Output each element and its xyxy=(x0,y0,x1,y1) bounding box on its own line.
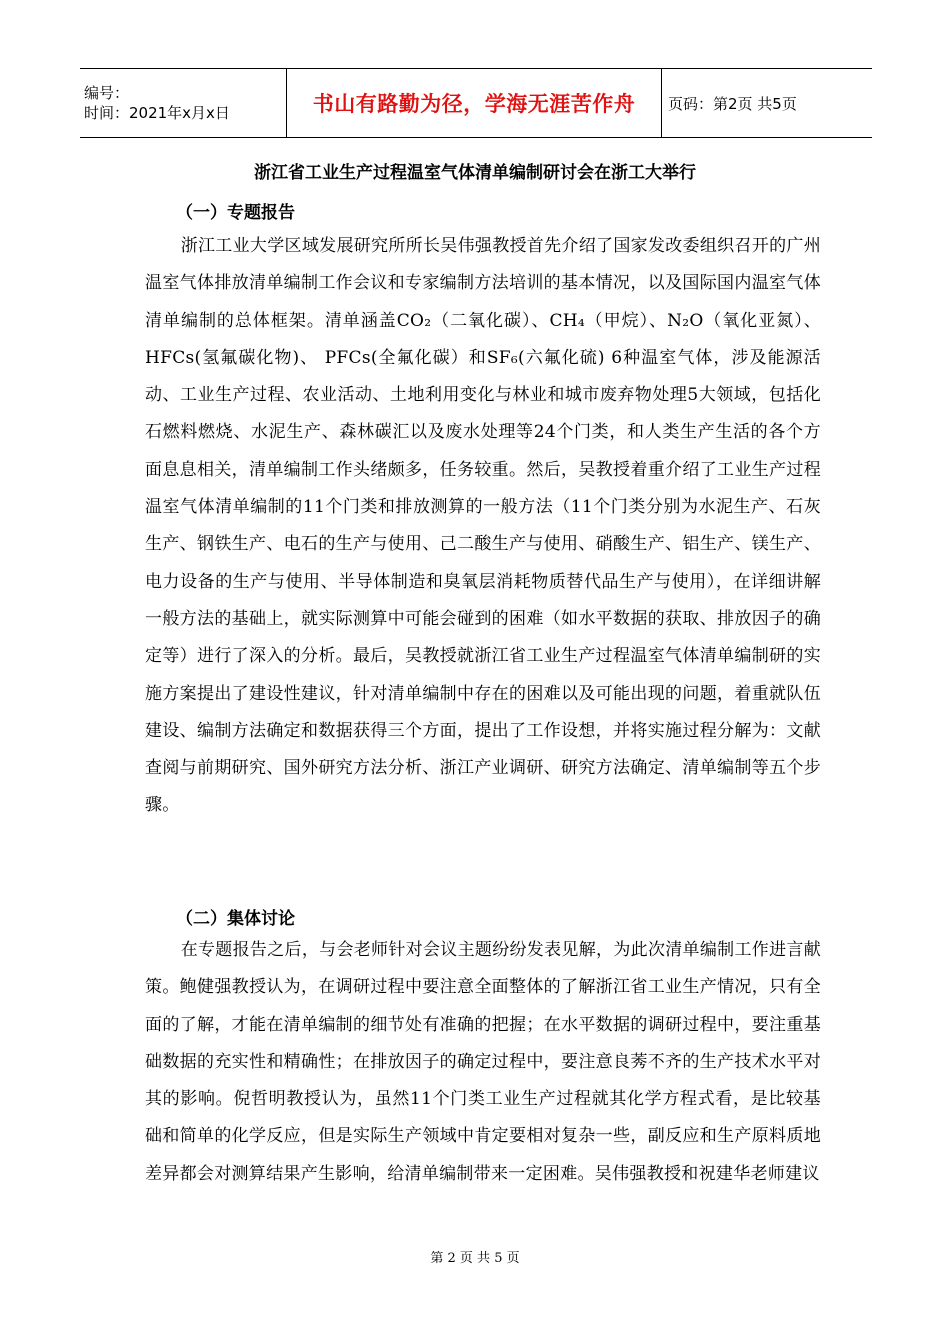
section-heading-special-report: （一）专题报告 xyxy=(176,203,295,223)
document-header xyxy=(80,68,872,138)
page-info: 页码：第2页 共5页 xyxy=(668,94,797,113)
section-paragraph-group-discussion: 在专题报告之后，与会老师针对会议主题纷纷发表见解，为此次清单编制工作进言献策。鲍健强教授认为，在调研过程中要注意全面整体的了解浙江省工业生产情况，只有全面的了解，才能在清单编制的细节处有准确的把握；在水平数据的调研过程中，要注重基础数据的充实性和精确性；在排放因子的确定过程中，要注意良莠不齐的生产技术水平对其的影响。倪哲明教授认为，虽然11个门类工业生产过程就其化学方程式看，是比较基础和简单的化学反应，但是实际生产领域中肯定要相对复杂一些，副反应和生产原料质地差异都会对测算结果产生影响，给清单编制带来一定困难。吴伟强教授和祝建华老师建议 xyxy=(145,940,821,1184)
document-title: 浙江省工业生产过程温室气体清单编制研讨会在浙工大举行 xyxy=(254,163,696,183)
header-motto: 书山有路勤为径，学海无涯苦作舟 xyxy=(312,92,636,116)
section-paragraph-special-report: 浙江工业大学区域发展研究所所长吴伟强教授首先介绍了国家发改委组织召开的广州温室气体排放清单编制工作会议和专家编制方法培训的基本情况，以及国际国内温室气体清单编制的总体框架。清单涵盖CO₂（二氧化碳）、CH₄（甲烷）、N₂O（氧化亚氮）、HFCs(氢氟碳化物)、 PFCs(全氟化碳）和SF₆(六氟化硫) 6种温室气体，涉及能源活动、工业生产过程、农业活动、土地利用变化与林业和城市废弃物处理5大领域，包括化石燃料燃烧、水泥生产、森林碳汇以及废水处理等24个门类，和人类生产生活的各个方面息息相关，清单编制工作头绪颇多，任务较重。然后，吴教授着重介绍了工业生产过程温室气体清单编制的11个门类和排放测算的一般方法（11个门类分别为水泥生产、石灰生产、钢铁生产、电石的生产与使用、己二酸生产与使用、硝酸生产、铝生产、镁生产、电力设备的生产与使用、半导体制造和臭氧层消耗物质替代品生产与使用），在详细讲解一般方法的基础上，就实际测算中可能会碰到的困难（如水平数据的获取、排放因子的确定等）进行了深入的分析。最后，吴教授就浙江省工业生产过程温室气体清单编制研的实施方案提出了建设性建议，针对清单编制中存在的困难以及可能出现的问题，着重就队伍建设、编制方法确定和数据获得三个方面，提出了工作设想，并将实施过程分解为：文献查阅与前期研究、国外研究方法分析、浙江产业调研、研究方法确定、清单编制等五个步骤。 xyxy=(145,236,821,816)
section-heading-group-discussion: （二）集体讨论 xyxy=(176,909,295,929)
header-left-cell xyxy=(80,69,287,137)
header-right-cell xyxy=(662,69,872,137)
header-middle-cell xyxy=(287,69,662,137)
document-number-label: 编号： xyxy=(84,84,130,102)
document-date: 时间：2021年x月x日 xyxy=(84,104,230,122)
page-footer: 第 2 页 共 5 页 xyxy=(430,1251,520,1266)
